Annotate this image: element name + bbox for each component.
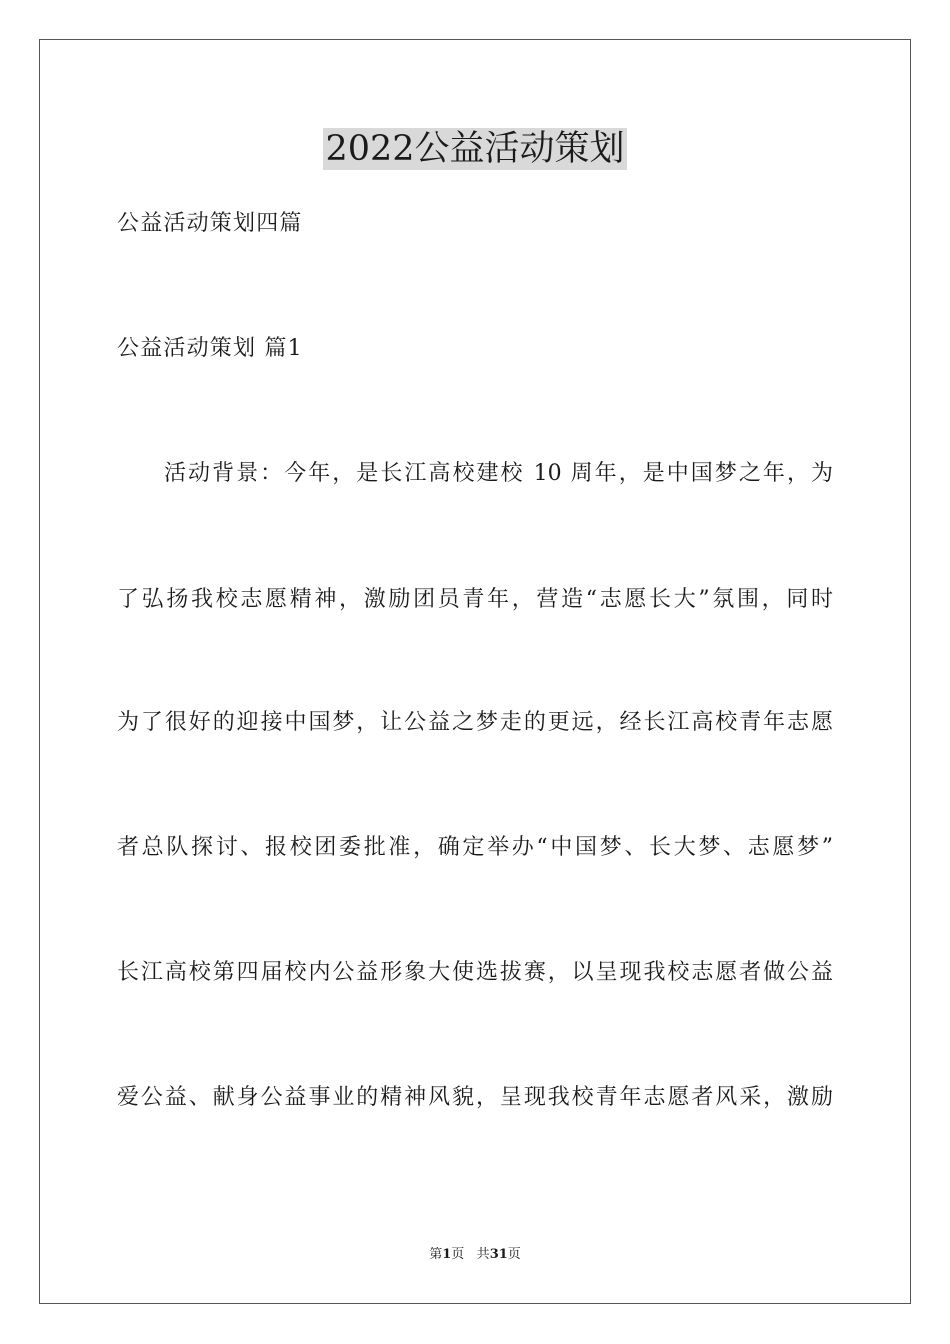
page-suffix: 页: [451, 1247, 465, 1262]
page-footer: [0, 1246, 950, 1264]
page-prefix: 第: [429, 1247, 443, 1262]
document-subtitle: 公益活动策划四篇: [117, 211, 303, 236]
paragraph-line: 者总队探讨、报校团委批准，确定举办“中国梦、长大梦、志愿梦”: [117, 835, 833, 860]
paragraph-line: 为了很好的迎接中国梦，让公益之梦走的更远，经长江高校青年志愿: [117, 710, 833, 735]
paragraph-line: 长江高校第四届校内公益形象大使选拔赛，以呈现我校志愿者做公益: [117, 960, 833, 985]
total-suffix: 页: [507, 1247, 521, 1262]
section-heading: 公益活动策划 篇1: [117, 336, 303, 361]
total-pages-number: 31: [489, 1247, 508, 1262]
paragraph-line: 爱公益、献身公益事业的精神风貌，呈现我校青年志愿者风采，激励: [117, 1085, 833, 1110]
paragraph-line: 活动背景：今年，是长江高校建校 10 周年，是中国梦之年，为: [164, 461, 833, 486]
paragraph-line: 了弘扬我校志愿精神，激励团员青年，营造“志愿长大”氛围，同时: [117, 587, 833, 612]
title-container: [0, 128, 950, 170]
document-title: 2022公益活动策划: [325, 129, 625, 169]
current-page-number: 1: [442, 1247, 452, 1262]
total-prefix: 共: [476, 1247, 490, 1262]
